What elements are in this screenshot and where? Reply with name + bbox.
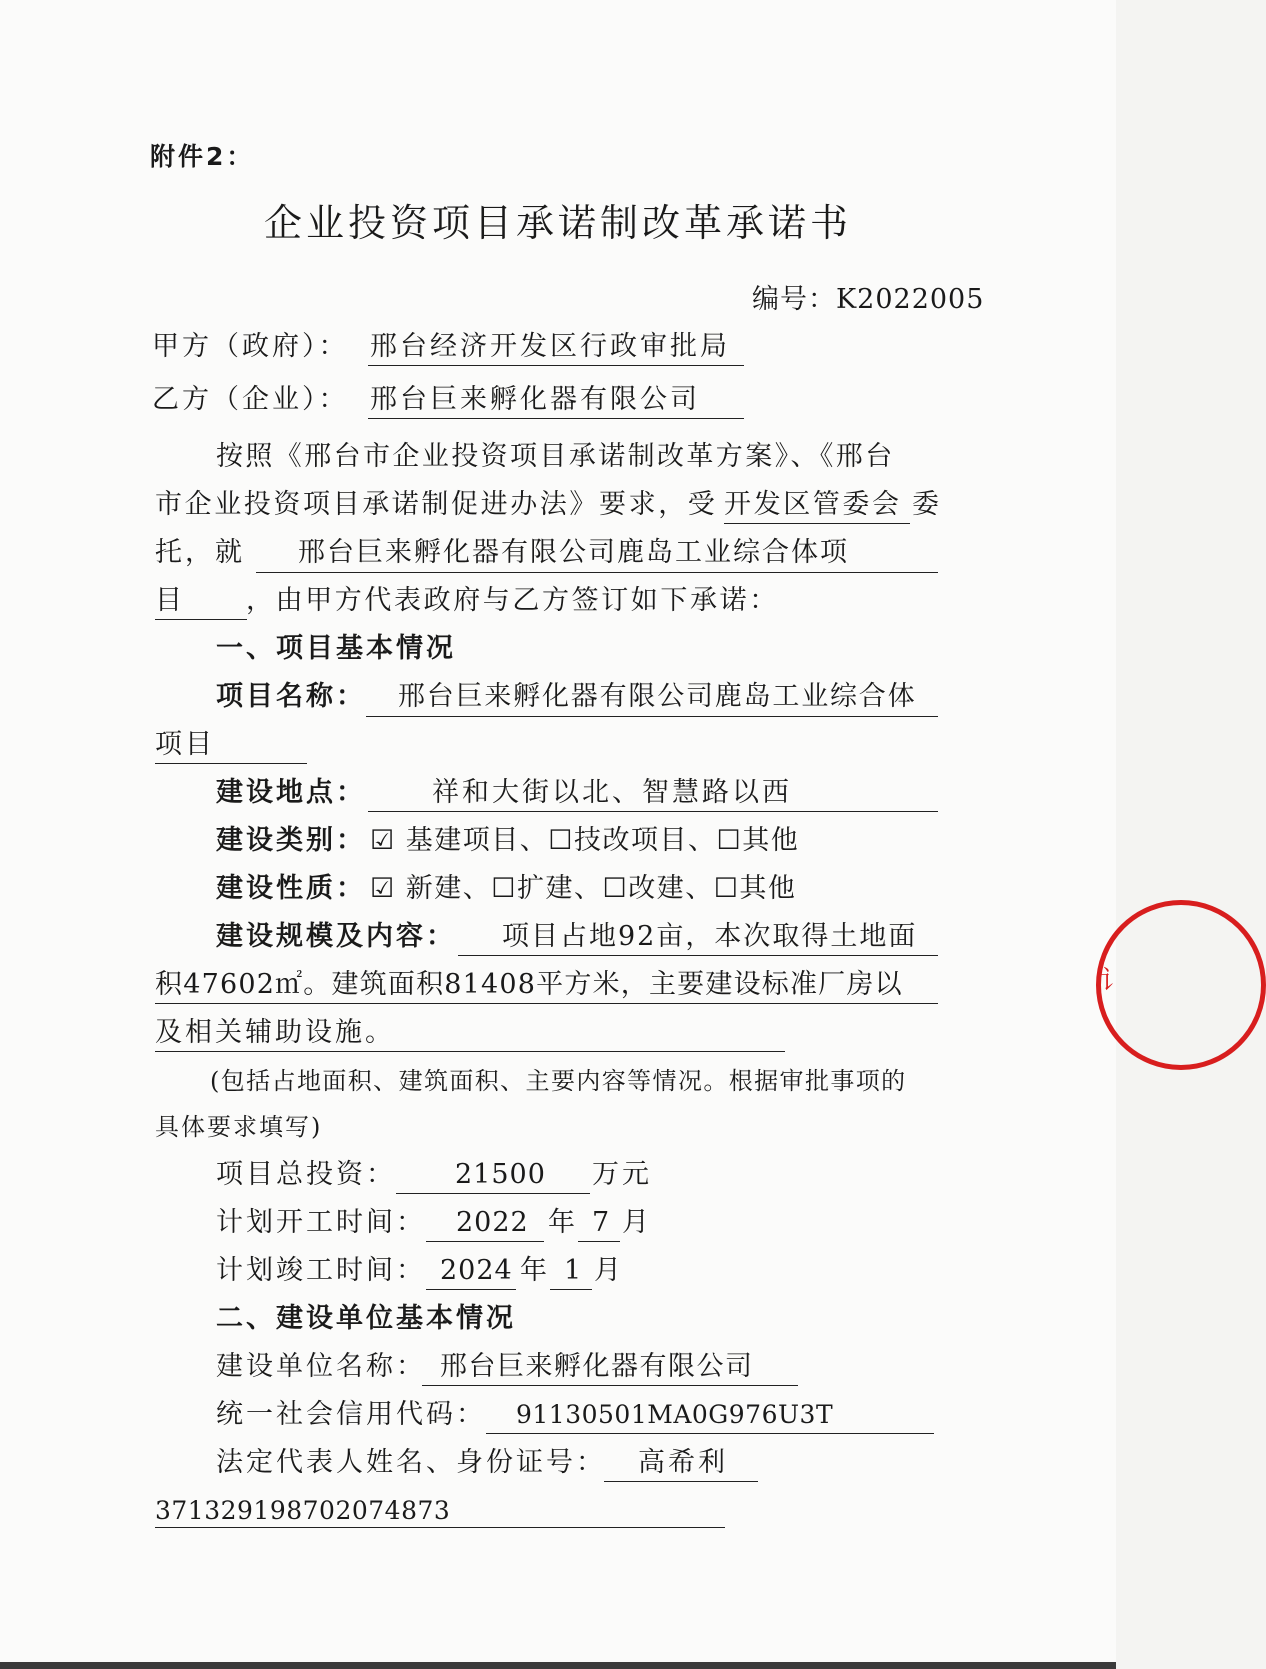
intro-line-2-a: 市企业投资项目承诺制促进办法》要求，受: [155, 489, 718, 520]
party-a-label: 甲方（政府）：: [152, 331, 349, 362]
note-line-2: 具体要求填写): [155, 1113, 323, 1141]
party-b-label: 乙方（企业）：: [152, 384, 349, 415]
rep-label: 法定代表人姓名、身份证号：: [216, 1447, 606, 1478]
bottom-edge-bar: [0, 1662, 1116, 1669]
company-label: 建设单位名称：: [216, 1351, 426, 1382]
start-label: 计划开工时间：: [216, 1207, 426, 1238]
intro-line-3-b: 邢台巨来孵化器有限公司鹿岛工业综合体项: [298, 537, 849, 568]
start-year-underline: [426, 1241, 544, 1242]
intro-line-3-underline: [256, 572, 938, 573]
end-year-underline: [426, 1289, 516, 1290]
end-year: 2024: [440, 1255, 513, 1286]
party-a-underline: [368, 365, 744, 366]
investment-label: 项目总投资：: [216, 1159, 396, 1190]
credit-label: 统一社会信用代码：: [216, 1399, 486, 1430]
document-number: 编号：K2022005: [752, 284, 985, 315]
location-label: 建设地点：: [216, 777, 366, 808]
project-name-label: 项目名称：: [216, 681, 366, 712]
end-label: 计划竣工时间：: [216, 1255, 426, 1286]
section-2-heading: 二、建设单位基本情况: [216, 1303, 516, 1334]
document-title: 企业投资项目承诺制改革承诺书: [263, 201, 852, 245]
location-underline: [368, 811, 938, 812]
scale-underline-2: [155, 1003, 938, 1004]
party-b-value: 邢台巨来孵化器有限公司: [370, 384, 700, 415]
nature-label: 建设性质：: [216, 873, 366, 904]
start-month: 7: [592, 1207, 613, 1238]
scale-underline-1: [458, 955, 938, 956]
category-value: ☑ 基建项目、☐技改项目、☐其他: [370, 825, 800, 856]
scale-line-2: 积47602㎡。建筑面积81408平方米，主要建设标准厂房以: [155, 969, 903, 1000]
intro-line-4-a: 目: [155, 585, 185, 616]
company-underline: [422, 1385, 798, 1386]
intro-line-4-b: ，由甲方代表政府与乙方签订如下承诺：: [246, 585, 779, 616]
intro-line-2-underline: [724, 523, 910, 524]
note-line-1: (包括占地面积、建筑面积、主要内容等情况。根据审批事项的: [210, 1067, 907, 1095]
scale-line-1: 项目占地92亩，本次取得土地面: [502, 921, 918, 952]
project-name-line-1: 邢台巨来孵化器有限公司鹿岛工业综合体: [398, 681, 917, 712]
nature-value: ☑ 新建、☐扩建、☐改建、☐其他: [370, 873, 797, 904]
intro-line-2-b: 开发区管委会: [724, 489, 902, 520]
section-1-heading: 一、项目基本情况: [216, 633, 456, 664]
start-month-underline: [578, 1241, 620, 1242]
intro-line-2-c: 委: [912, 489, 942, 520]
project-name-underline-2: [155, 763, 307, 764]
location-value: 祥和大街以北、智慧路以西: [432, 777, 792, 808]
project-name-line-2: 项目: [155, 729, 215, 760]
start-month-char: 月: [622, 1207, 652, 1238]
end-month-char: 月: [594, 1255, 624, 1286]
intro-line-3-a: 托，就: [155, 537, 245, 568]
intro-line-4-underline: [155, 619, 247, 620]
intro-line-1: 按照《邢台市企业投资项目承诺制改革方案》、《邢台: [216, 441, 895, 472]
party-a-value: 邢台经济开发区行政审批局: [370, 331, 730, 362]
project-name-underline-1: [366, 716, 938, 717]
start-year-char: 年: [548, 1207, 578, 1238]
attachment-label: 附件2：: [150, 142, 255, 171]
scale-label: 建设规模及内容：: [216, 921, 456, 952]
end-month-underline: [550, 1289, 592, 1290]
category-label: 建设类别：: [216, 825, 366, 856]
credit-value: 91130501MA0G976U3T: [516, 1400, 834, 1429]
investment-underline: [396, 1193, 590, 1194]
rep-id: 371329198702074873: [155, 1496, 451, 1525]
party-b-underline: [368, 418, 744, 419]
investment-unit: 万元: [592, 1159, 652, 1190]
end-month: 1: [564, 1255, 585, 1286]
rep-name: 高希利: [638, 1447, 728, 1478]
scale-underline-3: [155, 1051, 785, 1052]
credit-underline: [486, 1433, 934, 1434]
rep-id-underline: [155, 1527, 725, 1528]
company-value: 邢台巨来孵化器有限公司: [440, 1351, 754, 1382]
rep-name-underline: [604, 1481, 758, 1482]
end-year-char: 年: [520, 1255, 550, 1286]
investment-value: 21500: [455, 1159, 546, 1190]
scale-line-3: 及相关辅助设施。: [155, 1017, 395, 1048]
start-year: 2022: [456, 1207, 529, 1238]
red-seal-char: 讠: [1100, 966, 1127, 996]
